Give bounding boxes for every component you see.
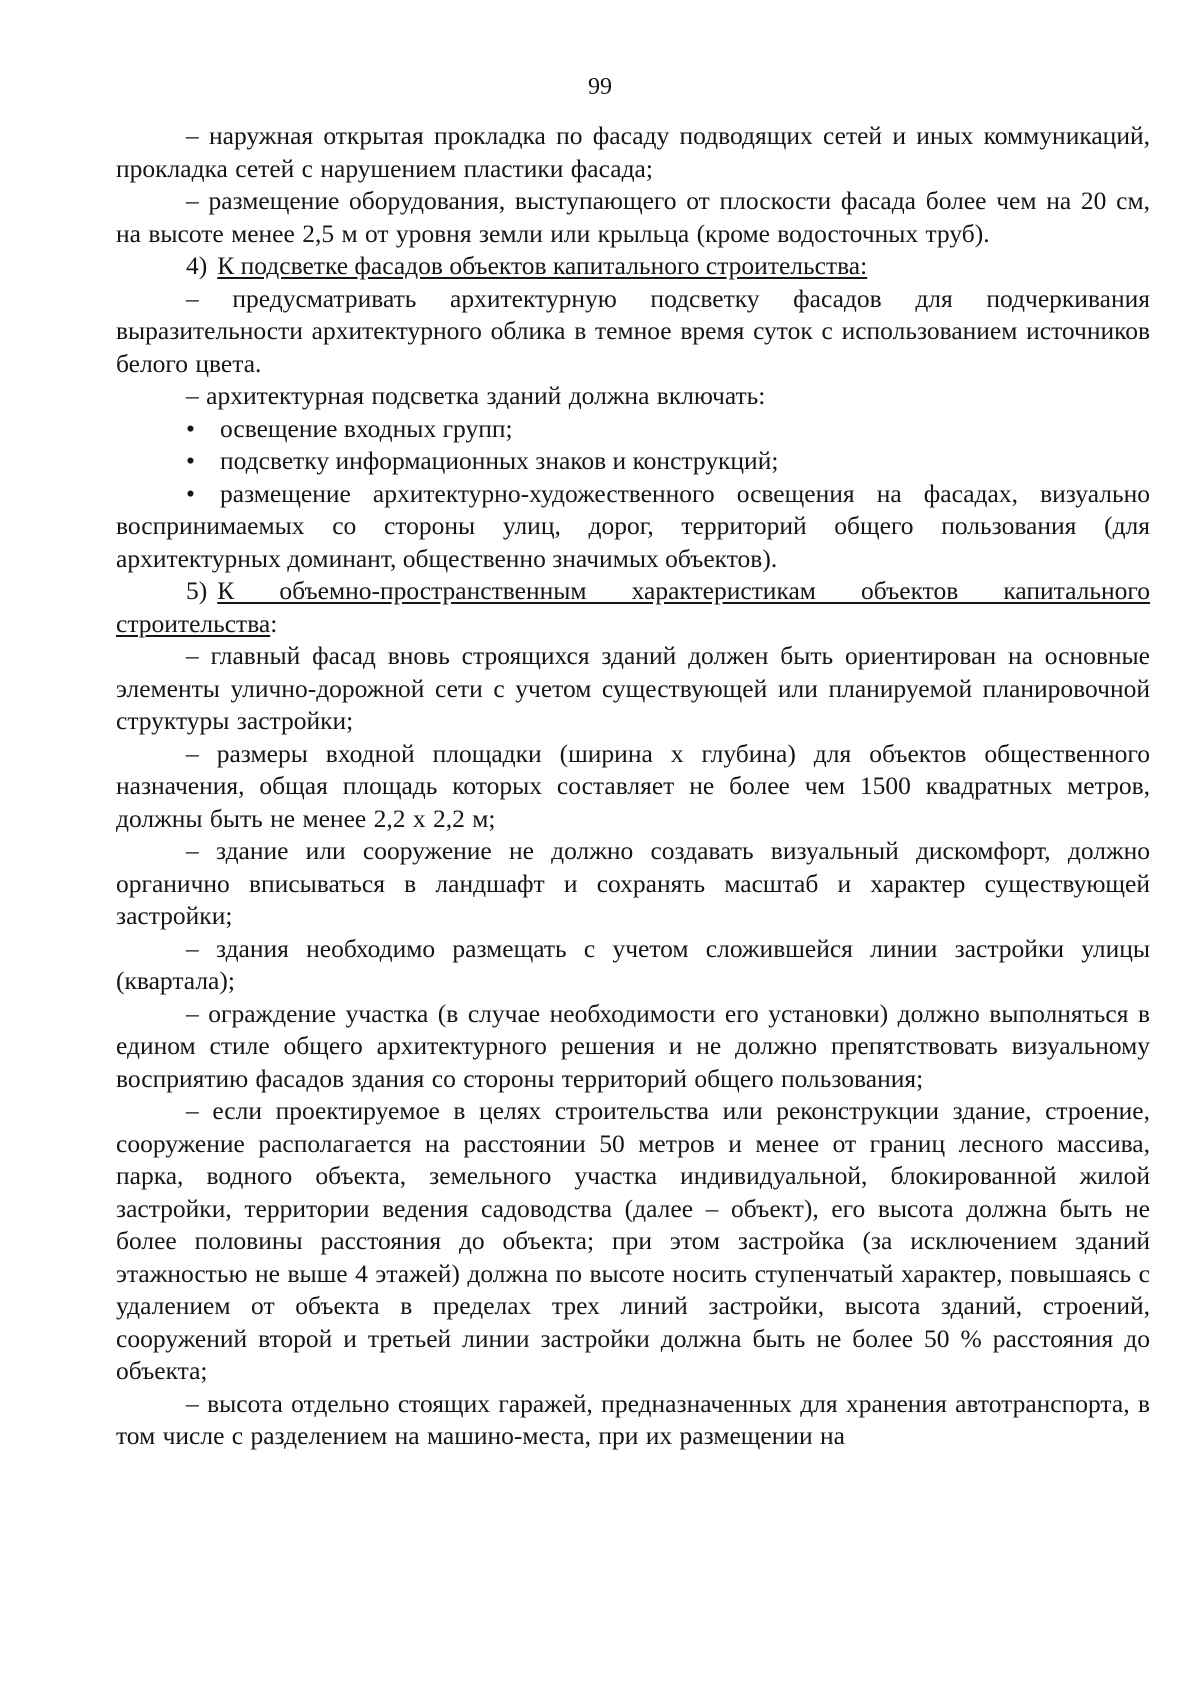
paragraph-garages: – высота отдельно стоящих гаражей, предназначенных для хранения автотранспорта, в том числе с разделением на машино-места, при их размещении на (116, 1388, 1150, 1450)
list-item-text: освещение входных групп; (220, 413, 513, 443)
section-heading-lighting (116, 250, 1150, 283)
document-body (116, 120, 1150, 1453)
list-item-text: подсветку информационных знаков и конструкций; (220, 446, 779, 475)
paragraph-architectural-lighting: – предусматривать архитектурную подсветку фасадов для подчеркивания выразительности архитектурного облика в темное время суток с использованием источников белого цвета. (116, 283, 1150, 378)
paragraph-external-networks: – наружная открытая прокладка по фасаду подводящих сетей и иных коммуникаций, прокладка сетей с нарушением пластики фасада; (116, 121, 1150, 183)
paragraph-lighting-includes: – архитектурная подсветка зданий должна включать: (186, 381, 766, 410)
bullet-icon: • (186, 446, 195, 475)
paragraph-equipment-placement: – размещение оборудования, выступающего от плоскости фасада более чем на 20 см, на высоте менее 2,5 м от уровня земли или крыльца (кроме водосточных труб). (116, 186, 1150, 248)
page-number: 99 (588, 74, 612, 100)
list-item (116, 413, 1150, 446)
list-item (116, 445, 1150, 478)
bullet-icon: • (186, 413, 195, 443)
section-heading-volume (116, 575, 1150, 640)
section-title-colon: : (270, 608, 278, 638)
section-number: 4) (186, 251, 208, 280)
section-title: К подсветке фасадов объектов капитального строительства: (217, 251, 868, 280)
paragraph-main-facade: – главный фасад вновь строящихся зданий должен быть ориентирован на основные элементы улично-дорожной сети с учетом существующей или планируемой планировочной структуры застройки; (116, 641, 1150, 735)
section-title: К объемно-пространственным характеристикам объектов капитального строительства (116, 576, 1150, 638)
list-item-text: размещение архитектурно-художественного освещения на фасадах, визуально воспринимаемых со стороны улиц, дорог, территорий общего пользования (для архитектурных доминант, общественно значимых объектов). (116, 478, 1150, 573)
paragraph-building-height: – если проектируемое в целях строительства или реконструкции здание, строение, сооружение располагается на расстоянии 50 метров и менее от границ лесного массива, парка, водного объекта, земельного участка индивидуальной, блокированной жилой застройки, территории ведения садоводства (далее – объект), его высота должна быть не более половины расстояния до объекта; при этом застройка (за исключением зданий этажностью не выше 4 этажей) должна по высоте носить ступенчатый характер, повышаясь с удалением от объекта в пределах трех линий застройки, высота зданий, строений, сооружений второй и третьей линии застройки должна быть не более 50 % расстояния до объекта; (116, 1096, 1150, 1385)
paragraph-entrance-platform: – размеры входной площадки (ширина х глубина) для объектов общественного назначения, общая площадь которых составляет не более чем 1500 квадратных метров, должны быть не менее 2,2 х 2,2 м; (116, 738, 1150, 833)
bullet-icon: • (186, 478, 195, 508)
paragraph-building-line: – здания необходимо размещать с учетом сложившейся линии застройки улицы (квартала); (116, 933, 1150, 995)
paragraph-fencing: – ограждение участка (в случае необходимости его установки) должно выполняться в едином стиле общего архитектурного решения и не должно препятствовать визуальному восприятию фасадов здания со стороны территорий общего пользования; (116, 998, 1150, 1093)
list-item (116, 478, 1150, 576)
paragraph-visual-comfort: – здание или сооружение не должно создавать визуальный дискомфорт, должно органично вписываться в ландшафт и сохранять масштаб и характер существующей застройки; (116, 836, 1150, 930)
section-number: 5) (186, 576, 208, 605)
